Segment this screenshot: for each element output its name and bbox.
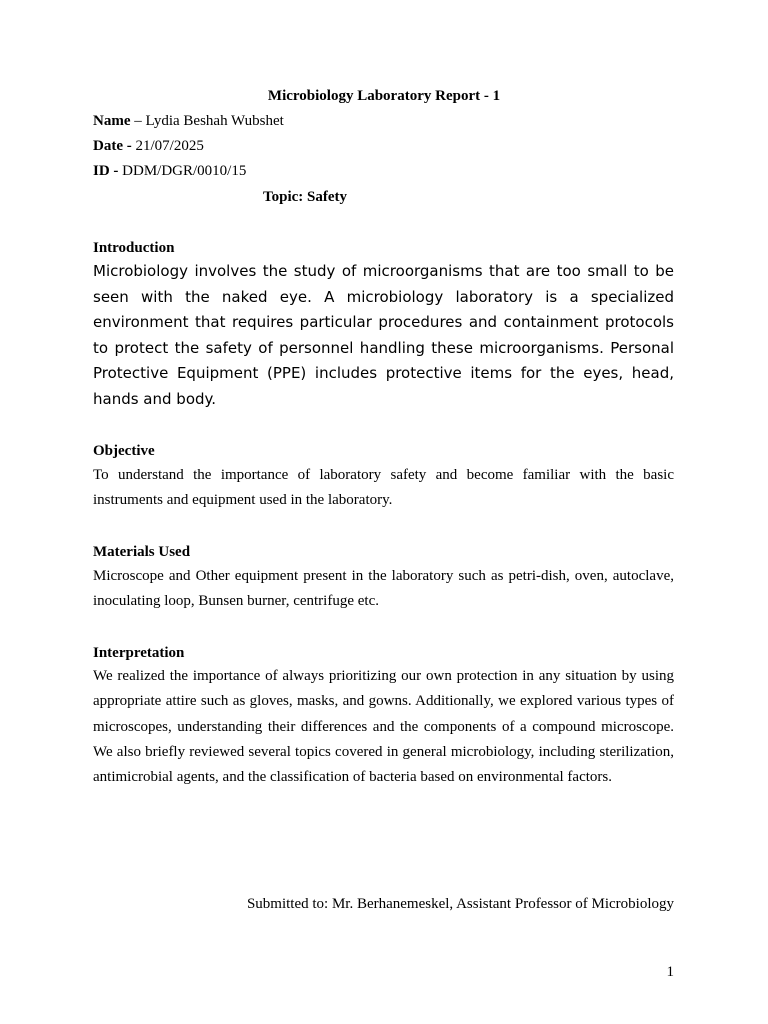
interpretation-body: We realized the importance of always prioritizing our own protection in any situation by using appropriate attire such as gloves, masks, and gowns. Additionally, we explored various types of microscopes, understanding their differences and the components of a compound microscope. We also briefly reviewed several topics covered in general microbiology, including sterilization, antimicrobial agents, and the classification of bacteria based on environmental factors.: [93, 668, 674, 786]
date-line: [93, 137, 204, 155]
introduction-body: Microbiology involves the study of microorganisms that are too small to be seen with the naked eye. A microbiology laboratory is a specialized environment that requires particular procedures and containment protocols to protect the safety of personnel handling these microorganisms. Personal Protective Equipment (PPE) includes protective items for the eyes, head, hands and body.: [93, 262, 674, 408]
date-label: Date -: [93, 138, 132, 154]
objective-body: To understand the importance of laboratory safety and become familiar with the basic instruments and equipment used in the laboratory.: [93, 467, 674, 509]
report-title: Microbiology Laboratory Report - 1: [267, 88, 501, 104]
materials-heading: Materials Used: [93, 544, 191, 560]
introduction-heading: Introduction: [93, 240, 175, 256]
topic-heading: Topic: Safety: [263, 189, 348, 205]
id-value: DDM/DGR/0010/15: [118, 163, 247, 179]
page-number: 1: [666, 964, 674, 980]
date-value: 21/07/2025: [131, 138, 204, 154]
submitted-to: Submitted to: Mr. Berhanemeskel, Assistant Professor of Microbiology: [246, 896, 674, 912]
id-line: [93, 162, 246, 180]
name-label: Name: [93, 113, 131, 129]
name-separator: –: [130, 113, 146, 129]
interpretation-heading: Interpretation: [93, 645, 185, 661]
objective-heading: Objective: [93, 443, 155, 459]
name-line: [93, 112, 284, 130]
name-value: Lydia Beshah Wubshet: [145, 113, 284, 129]
id-label: ID -: [93, 163, 119, 179]
materials-body: Microscope and Other equipment present in the laboratory such as petri-dish, oven, autoclave, inoculating loop, Bunsen burner, centrifuge etc.: [93, 568, 674, 610]
